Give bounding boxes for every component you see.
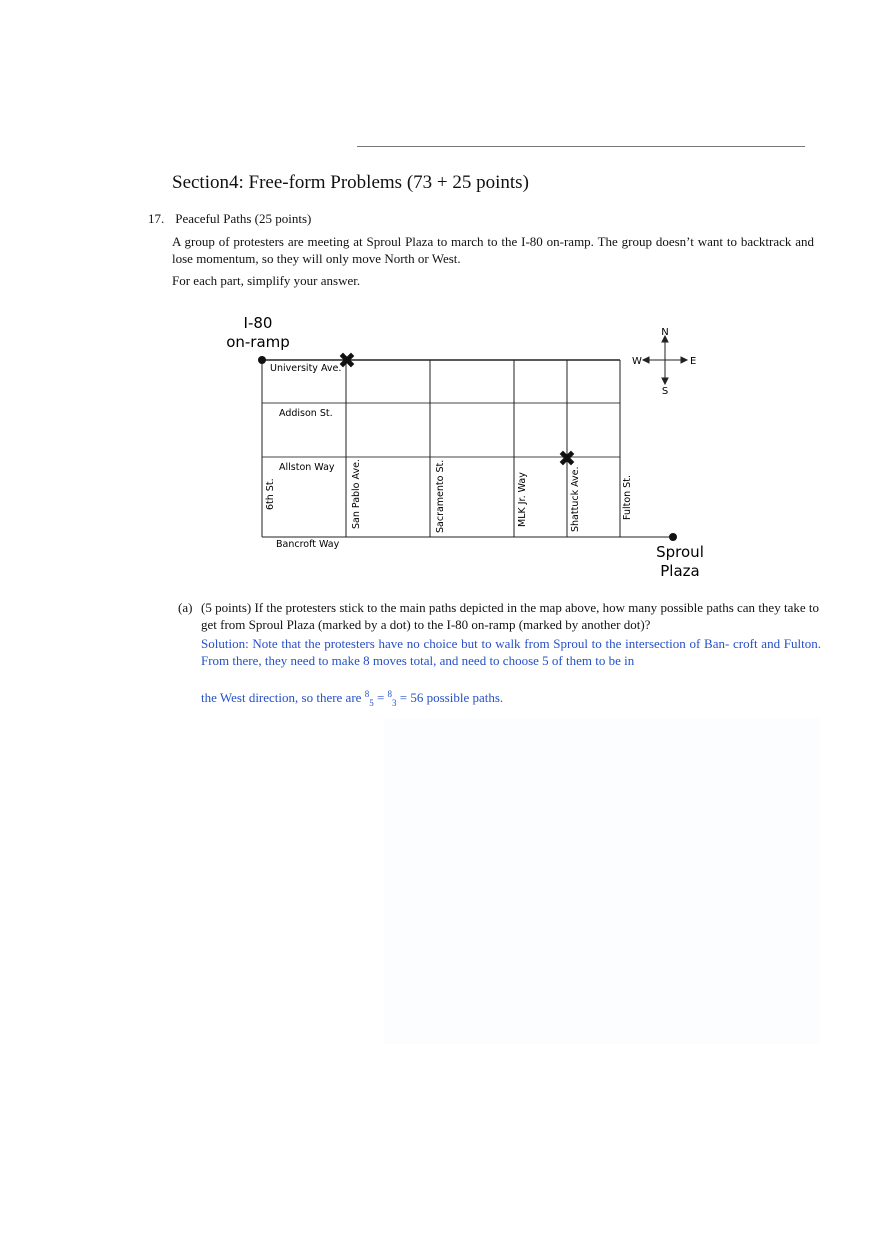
label-mlk: MLK Jr. Way xyxy=(517,472,528,527)
binom-right-top: 8 xyxy=(387,689,393,699)
label-allston: Allston Way xyxy=(279,462,335,473)
part-a-solution: Solution: Note that the protesters have no choice but to walk from Sproul to the intersection of Ban- croft and Fulton. From there, they need to make 8 moves total, and need to choose 5 of them to be in xyxy=(201,636,821,668)
binom-right-bottom: 3 xyxy=(392,698,397,708)
binom-left-bottom: 5 xyxy=(369,698,374,708)
solution-end-prefix: the West direction, so there are xyxy=(201,690,362,705)
part-a-solution-end: the West direction, so there are $^8_5$ = $^8_3$ = 56 possible paths. xyxy=(201,689,504,708)
label-bancroft: Bancroft Way xyxy=(276,539,340,550)
problem-instruction: For each part, simplify your answer. xyxy=(172,273,361,288)
blocked-marker-shattuck-allston: ✖ xyxy=(557,447,577,472)
section-title: Section4: Free-form Problems (73 + 25 points) xyxy=(172,172,529,193)
sproul-label-line2: Plaza xyxy=(660,562,700,580)
problem-intro: A group of protesters are meeting at Sproul Plaza to march to the I-80 on-ramp. The group doesn’t want to backtrack and lose momentum, so they will only move North or West. xyxy=(172,234,814,266)
part-a xyxy=(178,599,819,633)
problem-title: Peaceful Paths (25 points) xyxy=(175,211,312,226)
on-ramp-dot xyxy=(258,356,266,364)
label-6th: 6th St. xyxy=(265,478,276,510)
label-san-pablo: San Pablo Ave. xyxy=(351,459,362,529)
street-map xyxy=(220,305,720,585)
problem-heading xyxy=(148,211,311,227)
on-ramp-label-line1: I-80 xyxy=(243,314,273,332)
label-addison: Addison St. xyxy=(279,408,333,419)
on-ramp-label-line2: on-ramp xyxy=(226,333,290,351)
problem-number: 17. xyxy=(148,211,165,226)
label-shattuck: Shattuck Ave. xyxy=(570,466,581,532)
answer-area xyxy=(384,718,820,1044)
header-rule xyxy=(357,146,805,147)
compass-s: S xyxy=(661,386,669,397)
label-university: University Ave. xyxy=(270,363,342,374)
binom-left-top: 8 xyxy=(364,689,370,699)
part-a-label: (a) xyxy=(178,600,193,615)
part-a-question: (5 points) If the protesters stick to the main paths depicted in the map above, how many possible paths can they take to get from Sproul Plaza (marked by a dot) to the I-80 on-ramp (marked by another dot)? xyxy=(201,600,819,632)
blocked-marker-san-pablo-university: ✖ xyxy=(337,349,357,374)
compass-w: W xyxy=(632,356,642,367)
compass-n: N xyxy=(661,327,669,338)
compass-icon xyxy=(643,336,687,384)
sproul-dot xyxy=(669,533,677,541)
compass-e: E xyxy=(690,356,697,367)
label-sacramento: Sacramento St. xyxy=(435,459,446,533)
label-fulton: Fulton St. xyxy=(622,475,633,520)
solution-end-suffix: = 56 possible paths. xyxy=(399,690,504,705)
sproul-label-line1: Sproul xyxy=(656,543,704,561)
